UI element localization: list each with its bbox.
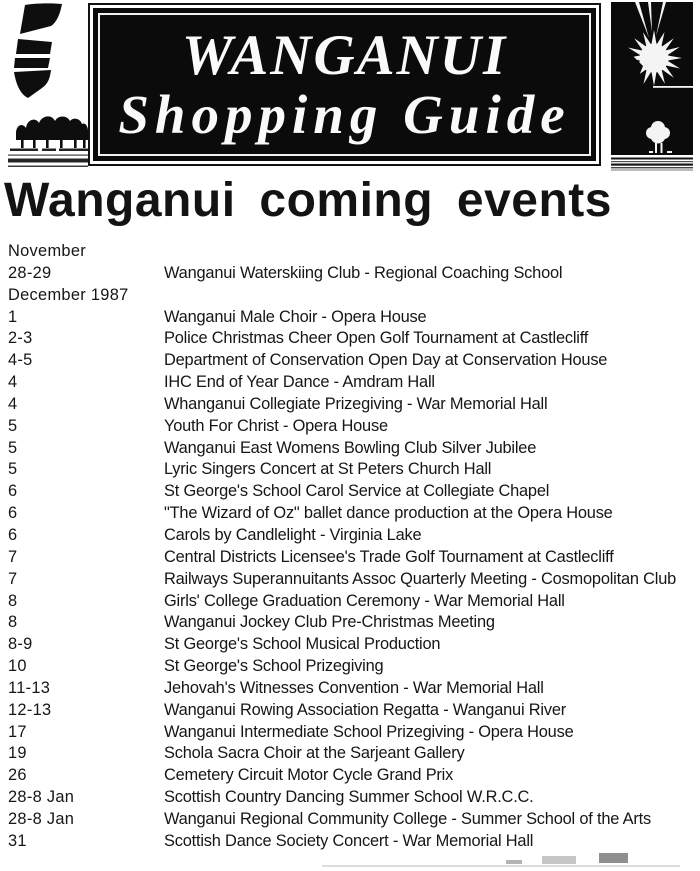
left-art-panel (6, 2, 88, 170)
event-date: 6 (8, 482, 18, 501)
event-row (0, 525, 700, 547)
event-date: 28-8 Jan (8, 788, 75, 807)
event-date: 12-13 (8, 700, 52, 719)
banner-title-line1: WANGANUI (181, 23, 508, 87)
event-title: Whanganui Collegiate Prizegiving - War Memorial Hall (164, 394, 548, 413)
event-title: St George's School Musical Production (164, 635, 441, 654)
event-row (0, 416, 700, 438)
event-title: Police Christmas Cheer Open Golf Tournament at Castlecliff (164, 329, 589, 348)
event-row (0, 372, 700, 394)
right-art-panel (611, 2, 693, 172)
event-row (0, 831, 700, 853)
banner-title-line2: Shopping Guide (118, 83, 571, 145)
event-title: Wanganui East Womens Bowling Club Silver Jubilee (164, 438, 537, 457)
event-date: 2-3 (8, 329, 33, 348)
scan-artifact-mark (506, 860, 522, 864)
event-row (0, 634, 700, 656)
event-date: 8-9 (8, 635, 33, 654)
event-date: 19 (8, 744, 27, 763)
event-title: Schola Sacra Choir at the Sarjeant Gallery (164, 744, 465, 763)
event-row (0, 612, 700, 634)
event-title: St George's School Prizegiving (164, 657, 384, 676)
event-date: 5 (8, 460, 18, 479)
event-row (0, 459, 700, 481)
banner-core (93, 8, 596, 161)
event-date: 8 (8, 591, 18, 610)
scan-artifact-mark (542, 856, 576, 864)
sunburst-tree-icon (611, 2, 693, 172)
event-row (0, 591, 700, 613)
event-row (0, 285, 700, 307)
scan-artifact-line (322, 865, 680, 867)
event-row (0, 394, 700, 416)
event-row (0, 569, 700, 591)
event-title: Central Districts Licensee's Trade Golf Tournament at Castlecliff (164, 547, 614, 566)
event-title: Scottish Country Dancing Summer School W.R.C.C. (164, 788, 534, 807)
event-title: Scottish Dance Society Concert - War Memorial Hall (164, 831, 534, 850)
event-row (0, 743, 700, 765)
event-title: Wanganui Rowing Association Regatta - Wanganui River (164, 700, 567, 719)
event-title: Wanganui Waterskiing Club - Regional Coaching School (164, 263, 563, 282)
event-title: Wanganui Male Choir - Opera House (164, 307, 427, 326)
event-date: 7 (8, 569, 18, 588)
event-title: Wanganui Jockey Club Pre-Christmas Meeting (164, 613, 495, 632)
event-title: Department of Conservation Open Day at Conservation House (164, 351, 608, 370)
event-row (0, 809, 700, 831)
event-title: Lyric Singers Concert at St Peters Church Hall (164, 460, 492, 479)
event-row (0, 678, 700, 700)
event-row (0, 481, 700, 503)
event-title: Railways Superannuitants Assoc Quarterly Meeting - Cosmopolitan Club (164, 569, 677, 588)
event-date: 31 (8, 831, 27, 850)
event-row (0, 765, 700, 787)
event-date: 11-13 (8, 678, 51, 697)
event-row (0, 263, 700, 285)
event-title: Cemetery Circuit Motor Cycle Grand Prix (164, 766, 454, 785)
event-row (0, 503, 700, 525)
month-label: November (8, 242, 87, 260)
event-date: 6 (8, 504, 18, 523)
event-date: 10 (8, 657, 27, 676)
event-date: 7 (8, 547, 18, 566)
event-row (0, 307, 700, 329)
events-list (0, 241, 700, 853)
event-row (0, 350, 700, 372)
event-date: 28-29 (8, 263, 52, 282)
shopping-guide-banner (88, 3, 601, 166)
event-date: 5 (8, 416, 18, 435)
event-row (0, 241, 700, 263)
event-title: Wanganui Intermediate School Prizegiving - Opera House (164, 722, 574, 741)
event-date: 1 (8, 307, 18, 326)
event-row (0, 547, 700, 569)
event-date: 17 (8, 722, 27, 741)
event-title: St George's School Carol Service at Collegiate Chapel (164, 482, 550, 501)
event-row (0, 722, 700, 744)
event-title: "The Wizard of Oz" ballet dance production at the Opera House (164, 504, 613, 523)
event-date: 4-5 (8, 351, 33, 370)
event-date: 4 (8, 373, 18, 392)
event-title: Jehovah's Witnesses Convention - War Memorial Hall (164, 678, 544, 697)
event-title: Carols by Candlelight - Virginia Lake (164, 525, 422, 544)
event-title: IHC End of Year Dance - Amdram Hall (164, 373, 435, 392)
event-title: Youth For Christ - Opera House (164, 416, 388, 435)
event-row (0, 700, 700, 722)
event-row (0, 328, 700, 350)
event-row (0, 787, 700, 809)
month-label: December 1987 (8, 285, 129, 304)
event-title: Girls' College Graduation Ceremony - War Memorial Hall (164, 591, 565, 610)
event-date: 28-8 Jan (8, 809, 75, 828)
event-date: 5 (8, 438, 18, 457)
event-title: Wanganui Regional Community College - Summer School of the Arts (164, 809, 651, 828)
scan-artifact-mark (599, 853, 628, 863)
page-title: Wanganui coming events (4, 174, 612, 227)
event-date: 8 (8, 613, 18, 632)
event-row (0, 438, 700, 460)
event-date: 4 (8, 394, 18, 413)
treeline-hills-icon (6, 2, 88, 170)
event-date: 26 (8, 766, 27, 785)
event-date: 6 (8, 525, 18, 544)
event-row (0, 656, 700, 678)
